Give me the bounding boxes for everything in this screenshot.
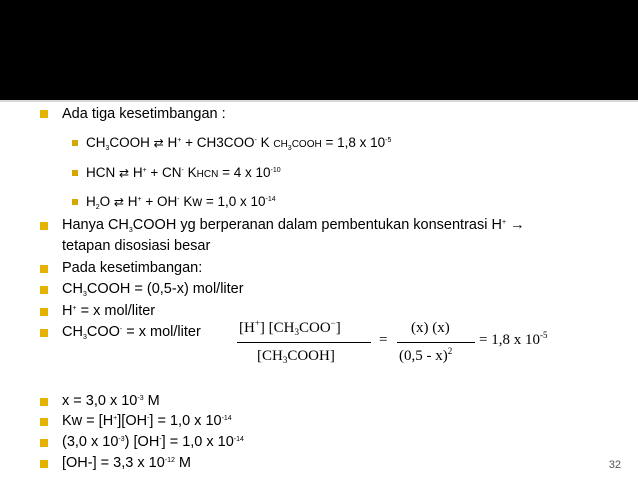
bullet-text-tetapan: tetapan disosiasi besar xyxy=(62,238,211,254)
equals-sign: = xyxy=(379,332,388,348)
bullet-text-hanya-ch3cooh: Hanya $CH_3COOH$ yg berperanan dalam pembentukan konsentrasi H+ → xyxy=(62,217,525,234)
bullet-text-oh-result: [OH-] = 3,3 x $10^{-12}$ M xyxy=(62,455,191,471)
equation-denominator-x: (0,5 - x)$^2$ xyxy=(399,346,453,364)
sub-bullet-square-icon xyxy=(72,140,78,146)
bullet-square-icon xyxy=(40,439,48,447)
bullet-text-h-conc: H+ = x mol/liter xyxy=(62,303,156,319)
bullet-square-icon xyxy=(40,308,48,316)
equation-numerator-x: (x) (x) xyxy=(411,320,450,336)
bullet-square-icon xyxy=(40,222,48,230)
bullet-text-pada-kesetimbangan: Pada kesetimbangan: xyxy=(62,260,203,276)
slide-content xyxy=(0,102,638,479)
bullet-square-icon xyxy=(40,265,48,273)
equation-result: = 1,8 x $10^{-5}$ xyxy=(479,330,548,348)
slide-header-bar xyxy=(0,0,638,100)
equilibrium-arrow-icon: ⇄ xyxy=(119,166,130,180)
equation-numerator: [H+] $[CH_3COO^-]$ xyxy=(239,318,341,337)
sub-bullet-square-icon xyxy=(72,199,78,205)
equilibrium-arrow-icon: ⇄ xyxy=(153,136,164,150)
bullet-square-icon xyxy=(40,329,48,337)
sub-bullet-water-equilibrium: $H_2O$ ⇄ H+ + OH- Kw = 1,0 x $10^{-14}$ xyxy=(86,194,276,211)
bullet-square-icon xyxy=(40,398,48,406)
ka-equation xyxy=(233,318,573,374)
sub-bullet-square-icon xyxy=(72,170,78,176)
bullet-square-icon xyxy=(40,418,48,426)
bullet-text-kw-substituted: (3,0 x $10^{-3}$) [OH-] = 1,0 x $10^{-14}$ xyxy=(62,434,244,450)
fraction-bar xyxy=(397,342,475,343)
bullet-square-icon xyxy=(40,110,48,118)
equilibrium-arrow-icon: ⇄ xyxy=(113,195,124,209)
bullet-text-kesetimbangan: Ada tiga kesetimbangan : xyxy=(62,106,226,122)
right-arrow-icon: → xyxy=(510,217,525,233)
page-number: 32 xyxy=(608,459,621,471)
bullet-text-ch3cooh-conc: $CH_3COOH = (0,5-x)$ mol/liter xyxy=(62,281,244,298)
equation-denominator: $[CH_3COOH]$ xyxy=(257,348,335,365)
bullet-text-kw: Kw = [H+][OH-] = 1,0 x $10^{-14}$ xyxy=(62,413,232,429)
bullet-square-icon xyxy=(40,286,48,294)
sub-bullet-hcn-equilibrium: HCN ⇄ H+ + CN- KHCN = 4 x $10^{-10}$ xyxy=(86,165,281,180)
bullet-text-ch3coo-conc: $CH_3COO^- = x$ mol/liter xyxy=(62,324,201,341)
bullet-square-icon xyxy=(40,460,48,468)
sub-bullet-ch3cooh-equilibrium: $CH_3COOH$ ⇄ H+ + CH3COO- K $CH_3COOH = 1,8$ x $10^{-5}$ xyxy=(86,135,392,152)
fraction-bar xyxy=(237,342,371,343)
bullet-text-x-value: x = 3,0 x $10^{-3}$ M xyxy=(62,393,160,409)
